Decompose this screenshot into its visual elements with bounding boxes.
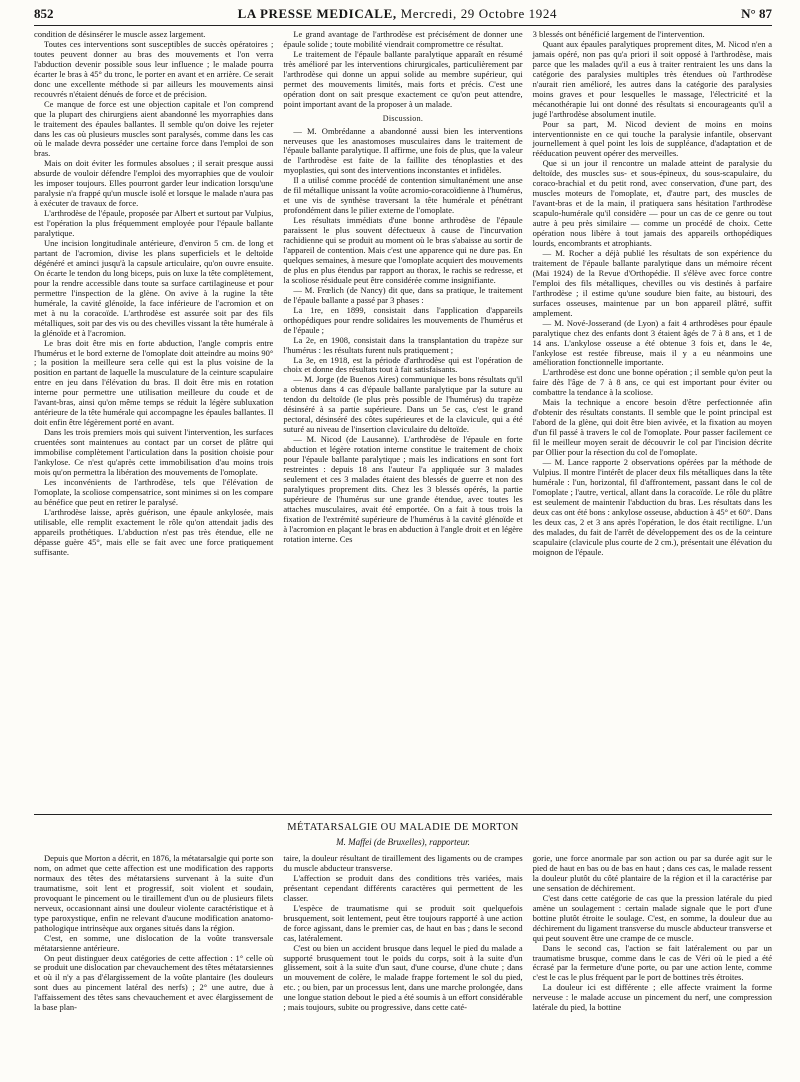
paragraph: Les inconvénients de l'arthrodèse, tels que l'élévation de l'omoplate, la scoliose compensatrice, sont minimes si on les compare au bénéfice que peut en retirer le paralysé. [34,476,274,507]
paragraph: gorie, une force anormale par son action ou par sa durée agit sur le pied de haut en bas ou de bas en haut ; dans ces cas, le malade ressent la douleur plutôt du côté plantaire de la région et il la caractérise par une sensation de déchirement. [532,854,772,893]
paragraph: Quant aux épaules paralytiques proprement dites, M. Nicod n'en a jamais opéré, non pas qu'a priori il soit opposé à l'arthrodèse, mais parce que les malades qu'il a eus à traiter rentraient les uns dans la catégorie des paralysies multiples très étendues où l'arthrodèse n'aurait rien amélioré, les autres dans la catégorie des paralysies moins graves et pour lesquelles le massage, l'électricité et la mécanothérapie lui ont donné des résultats si encourageants qu'il a jugé l'arthrodèse absolument inutile. [532,38,772,119]
paragraph: condition de désinsérer le muscle assez largement. [34,30,206,39]
paragraph: — M. Rocher a déjà publié les résultats de son expérience du traitement de l'épaule ballante paralytique dans un mémoire récent (Mai 1924) de la Revue d'Orthopédie. Il s'élève avec force contre l'emploi des fils métalliques, chevilles ou vis destinés à parfaire l'arthrodèse ; il estime qu'une soudure bien faite, au bistouri, des surfaces osseuses, maintenue par un bon appareil plâtré, suffit amplement. [532,247,772,318]
discussion-heading: Discussion. [382,113,424,123]
paragraph: — M. Ombrédanne a abandonné aussi bien les interventions nerveuses que les anastomoses musculaires dans le traitement de l'épaule ballante paralytique. Il affirme, une fois de plus, que la valeur de l'arthrodèse est faite de la faillite des ténoplasties et des myoplasties, qui sont des interventions inconstantes et infidèles. [283,125,523,176]
paragraph: La douleur ici est différente ; elle affecte vraiment la forme nerveuse : le malade accuse un pincement du nerf, une compression latérale du pied, la bottine [532,982,772,1013]
paragraph: Une incision longitudinale antérieure, d'environ 5 cm. de long et partant de l'acromion, divise les plans superficiels et le deltoïde dégénéré et aminci jusqu'à la capsule articulaire, qu'on ouvre ensuite. On écarte le tendon du long biceps, puis on luxe la tête complètement, pour la rendre accessible dans toute sa surface cartilagineuse et pour permettre l'inspection de la glène. On avive à la rugine la tête humérale, la cavité glénoïde, la face inférieure de l'acromion et on met à nu la coracoïde. L'arthrodèse est assurée soit par des fils métalliques, soit par des vis ou des chevilles vissant la tête humérale à la glénoïde et à l'acromion. [34,238,274,338]
paragraph: Toutes ces interventions sont susceptibles de succès opératoires ; toutes peuvent donner au bras des mouvements et l'on verra l'abduction devenir possible sous leur influence ; le malade pourra écarter le bras à 45° du tronc, le porter en avant et en arrière. Ce serait donc une excellente méthode si par ailleurs les mouvements ainsi recouvrés n'étaient dénués de force et de précision. [34,38,274,99]
paragraph: L'arthrodèse de l'épaule, proposée par Albert et surtout par Vulpius, est l'opération la plus fréquemment employée pour l'épaule ballante paralytique. [34,208,274,239]
paragraph: L'arthrodèse est donc une bonne opération ; il semble qu'on peut la faire dès l'âge de 7 à 8 ans, ce qui est important pour éviter ou combattre la tendance à la scoliose. [532,367,772,398]
paragraph: Que si un jour il rencontre un malade atteint de paralysie du deltoïde, des muscles sus- et sous-épineux, du sous-scapulaire, du coraco-brachial et du petit rond, avec conservation, d'une part, des muscles moteurs de l'omoplate, et, d'autre part, des muscles de l'avant-bras et de la main, il pratiquera sans hésitation l'arthrodèse scapulo-humérale qu'il considère — pour un cas de ce genre ou tout autre à peu près similaire — comme un procédé de choix. Cette opération nous libère à tout jamais des appareils orthopédiques lourds, encombrants et atrophiants. [532,158,772,249]
paragraph: Les résultats immédiats d'une bonne arthrodèse de l'épaule paraissent le plus souvent défectueux à cause de l'incurvation rachidienne qui se produit au moment où le bras s'abaisse au sortir de l'appareil de contention. Mais c'est une apparence qui ne dure pas. En quelques semaines, à mesure que l'omoplate acquiert des mouvements de plus en plus étendus par rapport au thorax, le rachis se redresse, et la scoliose résiduale peut être considérée comme insignifiante. [283,215,523,285]
bottom-column-1 [34,854,273,1080]
paragraph: L'arthrodèse laisse, après guérison, une épaule ankylosée, mais utilisable, elle remplit exactement le rôle qu'on attendait jadis des appareils prothétiques. L'abduction n'est pas très étendue, elle ne dépasse guère 45°, mais elle se fait avec une force pratiquement suffisante. [34,506,274,557]
page-header [34,2,772,22]
bottom-columns [34,854,772,1080]
header-rule [34,25,772,26]
paragraph: Le traitement de l'épaule ballante paralytique apparaît en résumé très amélioré par les interventions chirurgicales, particulièrement par l'arthrodèse qui donne un appui solide au membre supérieur, qui permet des mouvements limités, mais forts et précis. C'est une opération dont on sait presque exactement ce qu'on peut attendre, point important avant de la proposer à un malade. [283,48,523,109]
paragraph: Dans les trois premiers mois qui suivent l'intervention, les surfaces cruentées sont maintenues au contact par un corset de plâtre qui immobilise complètement l'articulation dans la position choisie pour l'ankylose. Ce n'est qu'après cette immobilisation d'au moins trois mois qu'on permettra la libération des mouvements de l'omoplate. [34,427,274,477]
bottom-column-3 [533,854,772,1080]
paragraph: L'espèce de traumatisme qui se produit soit quelquefois brusquement, soit lentement, peut être toujours rapporté à une action de force agissant, dans le premier cas, de haut en bas ; dans le second cas, latéralement. [283,902,523,943]
paragraph: — M. Lance rapporte 2 observations opérées par la méthode de Vulpius. Il montre l'intérêt de placer deux fils métalliques dans la tête humérale : l'un, horizontal, fil d'affrontement, passant dans le col de l'omoplate ; l'autre, vertical, allant dans la coracoïde. Le rôle du plâtre est seulement de maintenir l'abduction du bras. Les résultats dans les deux cas ont été bons : ankylose osseuse, abduction à 45° et 60°. Dans les deux cas, 2 et 3 ans après l'opération, le dos était rectiligne. L'un des malades, du fait de l'arrêt de développement des os de la ceinture scapulaire (clavicule plus courte de 2 cm.), présentait une élévation du moignon de l'épaule. [532,456,772,557]
paragraph: Il a utilisé comme procédé de contention simultanément une anse de fil métallique unissant la voûte acromio-coracoïdienne à l'humérus, et une vis de synthèse traversant la tête humérale et pénétrant profondément dans le pilier externe de l'omoplate. [283,175,523,216]
paragraph: Dans le second cas, l'action se fait latéralement ou par un traumatisme brusque, comme dans le cas de Véri où le pied a été écrasé par la fermeture d'une porte, ou par une action lente, comme c'est le cas le plus fréquent par le port de bottines très étroites. [532,942,772,983]
section-title: MÉTATARSALGIE OU MALADIE DE MORTON [287,822,519,833]
journal-title [238,6,558,22]
paragraph: Pour sa part, M. Nicod devient de moins en moins interventionniste en ce qui touche la paralysie infantile, observant journellement à quel point les lois de suppléance, d'adaptation et de rééducation peuvent opérer des merveilles. [532,118,772,159]
issue-date: Mercredi, 29 Octobre 1924 [400,6,558,21]
paragraph: La 1re, en 1899, consistait dans l'application d'appareils orthopédiques pour rendre solidaires les mouvements de l'humérus et de l'épaule ; [283,304,523,335]
paragraph: Mais la technique a encore besoin d'être perfectionnée afin d'obtenir des résultats constants. Il semble que le point principal est l'abord de la glène, qui doit être bien avivée, et la fixation au moyen d'un fil passé à travers le col de l'omoplate. Pour passer facilement ce fil le meilleur moyen serait de découvrir le col par l'incision décrite par Ollier pour la résection du col de l'omoplate. [532,397,772,458]
paragraph: Le bras doit être mis en forte abduction, l'angle compris entre l'humérus et le bord externe de l'omoplate doit atteindre au moins 90° ; la position la meilleure sera celle qui est la plus voisine de la position en partant de laquelle la musculature de la ceinture scapulaire entre en jeu dans l'élévation du bras. Il doit être mis en rotation interne pour permettre une utilisation meilleure du coude et de l'avant-bras, ainsi qu'on même temps se réduit la légère subluxation antérieure de la tête humérale qui accompagne les épaules ballantes. Il doit enfin être légèrement porté en avant. [34,337,274,428]
paragraph: Mais on doit éviter les formules absolues ; il serait presque aussi absurde de vouloir défendre l'emploi des myorraphies que de vouloir les imposer toujours. Elles pourront garder leur indication lorsqu'une paralysie n'a frappé qu'un muscle isolé et lorsque le malade n'aura pas à exécuter de travaux de force. [34,158,274,209]
paragraph: C'est dans cette catégorie de cas que la pression latérale du pied amène un soulagement : certain malade signale que le port d'une bottine plutôt étroite le soulage. C'est, en somme, la douleur due au déchirement du ligament transverse du muscle abducteur transverse et qui peut souvent être une crampe de ce muscle. [532,892,772,943]
section-author: M. Maffei (de Bruxelles), rapporteur. [336,837,470,847]
paragraph: — M. Frœlich (de Nancy) dit que, dans sa pratique, le traitement de l'épaule ballante a passé par 3 phases : [283,284,523,305]
paragraph: C'est, en somme, une dislocation de la voûte transversale métatarsienne antérieure. [34,932,274,953]
page-number: 852 [34,6,54,21]
bottom-column-2 [283,854,522,1080]
paragraph: C'est ou bien un accident brusque dans lequel le pied du malade a supporté brusquement tout le poids du corps, soit à la suite d'un glissement, soit à la suite d'un saut, d'une course, d'une chute ; dans un mouvement de colère, le malade frappe fortement le sol du pied, etc. ; ou bien, par un processus lent, dans une marche prolongée, dans une longue station debout le pied a été soumis à un effort considérable ; mais toujours, subite ou progressive, dans cette caté- [283,942,523,1013]
paragraph: — M. Nicod (de Lausanne). L'arthrodèse de l'épaule en forte abduction et légère rotation interne constitue le traitement de choix pour l'épaule ballante paralytique ; mais les indications en sont fort restreintes : depuis 18 ans l'auteur l'a appliquée sur 3 malades seulement et ces 3 malades étaient des blessés de guerre et non des paralytiques proprement dits. Chez les 3 blessés opérés, la partie supérieure de l'humérus sur une grande étendue, avec toutes les attaches musculaires, avait été emportée. On a fait à tous trois la fixation de l'extrémité supérieure de l'humérus à la cavité glénoïde et à l'acromion en plaçant le bras en abduction à l'angle droit et en légère rotation interne. Ces [283,434,523,544]
paragraph: taire, la douleur résultant de tiraillement des ligaments ou de crampes du muscle abducteur transverse. [283,854,523,873]
paragraph: La 2e, en 1908, consistait dans la transplantation du trapèze sur l'humérus : les résultats furent nuls pratiquement ; [283,334,523,355]
section-rule [34,814,772,815]
paragraph: L'affection se produit dans des conditions très variées, mais présentant cependant différents caractères qui permettent de les classer. [283,872,523,903]
top-column-1 [34,30,273,810]
paragraph: La 3e, en 1918, est la période d'arthrodèse qui est l'opération de choix et donne des résultats tout à fait satisfaisants. [283,354,523,375]
top-column-2 [283,30,522,810]
paragraph: 3 blessés ont bénéficié largement de l'intervention. [532,30,705,39]
paragraph: On peut distinguer deux catégories de cette affection : 1° celle où se produit une dislocation par chevauchement des têtes métatarsiennes et où il n'y a pas d'élargissement de la voûte plantaire (les douleurs sont dues au pincement latéral des nerfs) ; 2° une autre, due à l'affaissement des têtes sans chevauchement et avec élargissement de la base plan- [34,952,274,1013]
issue-number: N° 87 [741,6,772,21]
journal-name: LA PRESSE MEDICALE, [237,6,397,21]
paragraph: — M. Nové-Josserand (de Lyon) a fait 4 arthrodèses pour épaule paralytique chez des enfants dont 3 étaient âgés de 7 à 8 ans, et 1 de 14 ans. L'ankylose osseuse a été obtenue 3 fois et, dans le 4e, l'ankylose est restée fibreuse, mais il y a eu néanmoins une amélioration fonctionnelle importante. [532,317,772,368]
paragraph: Le grand avantage de l'arthrodèse est précisément de donner une épaule solide ; toute mobilité viendrait compromettre ce résultat. [283,30,523,49]
top-columns [34,30,772,810]
top-column-3 [533,30,772,810]
paragraph: — M. Jorge (de Buenos Aires) communique les bons résultats qu'il a obtenus dans 4 cas d'épaule ballante paralytique par la suture au tendon du deltoïde (le plus près possible de l'humérus) du trapèze désinséré à sa partie supérieure. Dans un 5e cas, c'est le grand pectoral, désinséré des côtes supérieures et de la clavicule, qui a été suturé au niveau de l'insertion claviculaire du deltoïde. [283,374,523,435]
paragraph: Ce manque de force est une objection capitale et l'on comprend que la plupart des chirurgiens aient abandonné les myorraphies dans le traitement des épaules ballantes. Il semble qu'on doive les rejeter dans les cas où plusieurs muscles sont paralysés, comme dans les cas où le malade devra posséder une certaine force dans l'emploi de son bras. [34,98,274,159]
paragraph: Depuis que Morton a décrit, en 1876, la métatarsalgie qui porte son nom, on admet que cette affection est une modification des rapports normaux des têtes des métatarsiens survenant à la suite d'un traumatisme, soit lent et progressif, soit violent et soudain, provoquant le pincement ou le tiraillement d'un ou de plusieurs filets nerveux, occasionnant ainsi une douleur violente caractéristique et à type paroxystique, enfin ne relevant d'aucune modification anatomo-pathologique intrinsèque aux organes situés dans la région. [34,854,274,933]
